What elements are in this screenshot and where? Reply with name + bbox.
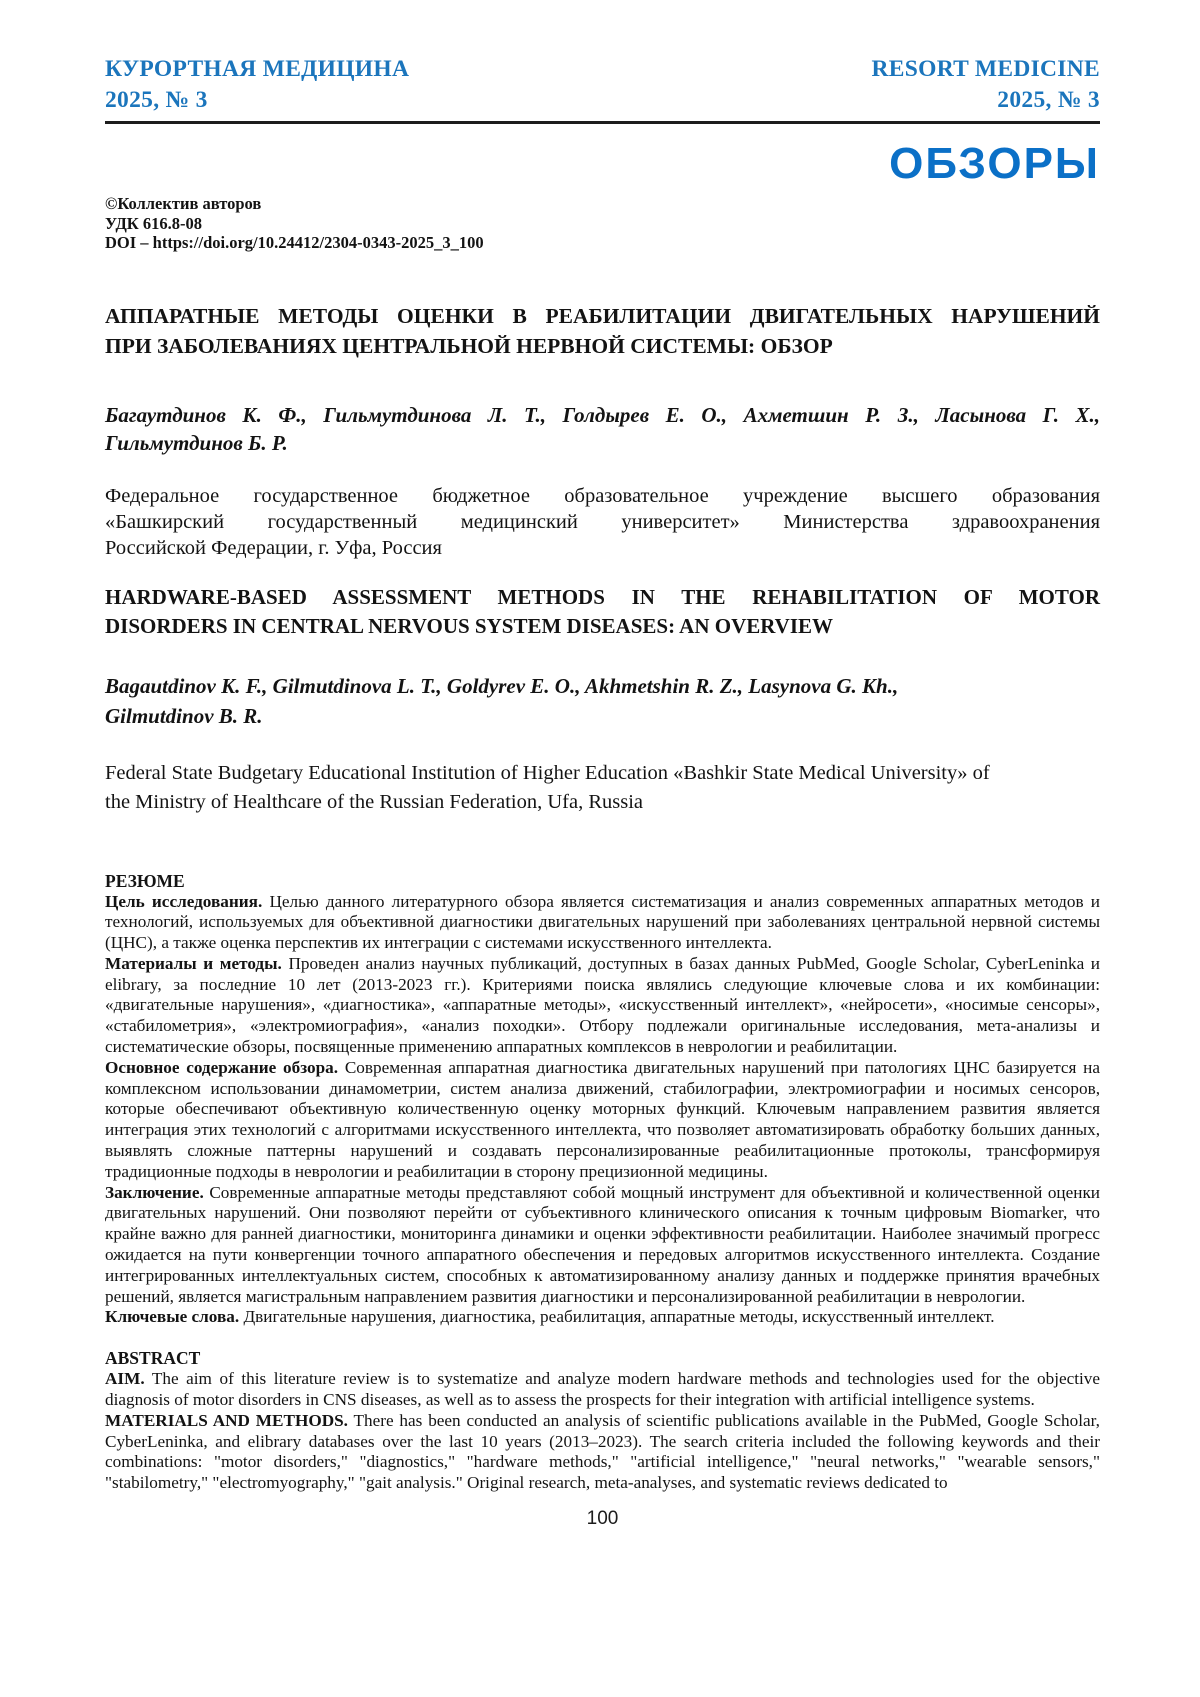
- journal-header: [105, 54, 1100, 116]
- abstract-heading: ABSTRACT: [105, 1348, 201, 1369]
- article-affiliation-ru: [105, 483, 1100, 561]
- abstract-text-methods: There has been conducted an analysis of scientific publications available in the PubMed, Google Scholar, CyberLeninka, and elibrary databases over the last 10 years (2013–2023). The search criteria included the following keywords and their combinations: "motor disorders," "diagnostics," "hardware methods," "artificial intelligence," "neural networks," "wearable sensors," "stabilometry," "electromyography," "gait analysis." Original research, meta-analyses, and systematic reviews dedicated to: [105, 1410, 1100, 1493]
- abstract-text-aim: The aim of this literature review is to systematize and analyze modern hardware methods and technologies used for the objective diagnosis of motor disorders in CNS diseases, as well as to assess the prospects for their integration with artificial intelligence systems.: [105, 1369, 1100, 1410]
- article-authors-ru: [105, 401, 1100, 457]
- resume-paragraph-keywords: [105, 1307, 1100, 1328]
- resume-text-conclusion: Современные аппаратные методы представляют собой мощный инструмент для объективной и количественной оценки двигательных нарушений. Они позволяют перейти от субъективного клинического описания к точным цифровым Biomarker, что крайне важно для ранней диагностики, мониторинга динамики и оценки эффективности реабилитации. Наиболее значимый прогресс ожидается на пути конвергенции точного аппаратного обеспечения и передовых алгоритмов искусственного интеллекта. Создание интегрированных интеллектуальных систем, способных к автоматизированному анализу данных и поддержке принятия врачебных решений, является магистральным направлением развития диагностики и персонализированной реабилитации в неврологии.: [105, 1182, 1100, 1306]
- article-authors-en: [105, 671, 1100, 731]
- article-affiliation-en: [105, 759, 1100, 817]
- resume-section: [105, 871, 1100, 1329]
- journal-header-left: [105, 54, 409, 116]
- section-label-reviews: ОБЗОРЫ: [889, 139, 1100, 188]
- resume-text-content: Современная аппаратная диагностика двигательных нарушений при патологиях ЦНС базируется на комплексном использовании динамометрии, систем анализа движений, стабилографии, электромиографии и носимых сенсоров, которые обеспечивают объективную количественную оценку моторных функций. Ключевым направлением развития является интеграция этих технологий с алгоритмами искусственного интеллекта, что позволяет автоматизировать обработку больших данных, выявлять сложные паттерны нарушений и создавать персонализированные реабилитационные протоколы, трансформируя традиционные подходы в неврологии и реабилитации в сторону прецизионной медицины.: [105, 1057, 1101, 1181]
- article-affiliation-en-line: Federal State Budgetary Educational Institution of Higher Education «Bashkir State Medical University» of: [105, 761, 990, 784]
- header-rule: [105, 121, 1100, 124]
- doi-link[interactable]: DOI – https://doi.org/10.24412/2304-0343-2025_3_100: [105, 233, 484, 252]
- resume-lead-keywords: Ключевые слова.: [105, 1307, 240, 1327]
- article-title-ru-line: ПРИ ЗАБОЛЕВАНИЯХ ЦЕНТРАЛЬНОЙ НЕРВНОЙ СИСТЕМЫ: ОБЗОР: [105, 333, 833, 358]
- udc-line: УДК 616.8-08: [105, 213, 203, 233]
- article-authors-en-line: Bagautdinov K. F., Gilmutdinova L. T., Goldyrev E. O., Akhmetshin R. Z., Lasynova G. Kh.,: [105, 673, 899, 698]
- journal-name-ru: КУРОРТНАЯ МЕДИЦИНА: [105, 56, 410, 82]
- resume-paragraph-content: [105, 1058, 1100, 1183]
- resume-text-keywords: Двигательные нарушения, диагностика, реабилитация, аппаратные методы, искусственный интеллект.: [243, 1307, 995, 1327]
- article-affiliation-ru-line: Российской Федерации, г. Уфа, Россия: [105, 536, 442, 559]
- resume-heading: РЕЗЮМЕ: [105, 870, 185, 891]
- resume-lead-conclusion: Заключение.: [105, 1182, 204, 1202]
- article-title-en-line: DISORDERS IN CENTRAL NERVOUS SYSTEM DISEASES: AN OVERVIEW: [105, 613, 834, 638]
- resume-lead-content: Основное содержание обзора.: [105, 1057, 339, 1077]
- journal-issue-ru: 2025, № 3: [105, 87, 208, 113]
- journal-issue-en: 2025, № 3: [997, 87, 1100, 113]
- abstract-lead-aim: AIM.: [105, 1369, 145, 1389]
- article-title-ru-line: АППАРАТНЫЕ МЕТОДЫ ОЦЕНКИ В РЕАБИЛИТАЦИИ ДВИГАТЕЛЬНЫХ НАРУШЕНИЙ: [105, 303, 1100, 328]
- resume-text-aim: Целью данного литературного обзора является систематизация и анализ современных аппаратных методов и технологий, используемых для объективной диагностики двигательных нарушений при заболеваниях центральной нервной системы (ЦНС), а также оценка перспектив их интеграции с системами искусственного интеллекта.: [105, 891, 1101, 953]
- article-title-en: [105, 583, 1100, 641]
- article-authors-ru-line: Гильмутдинов Б. Р.: [105, 430, 288, 455]
- resume-lead-aim: Цель исследования.: [105, 891, 263, 911]
- resume-text-methods: Проведен анализ научных публикаций, доступных в базах данных PubMed, Google Scholar, CyberLeninka и elibrary, за последние 10 лет (2013-2023 гг.). Критериями поиска являлись следующие ключевые слова и их комбинации: «двигательные нарушения», «диагностика», «аппаратные методы», «искусственный интеллект», «нейросети», «носимые сенсоры», «стабилометрия», «электромиография», «анализ походки». Отбору подлежали оригинальные исследования, мета-анализы и систематические обзоры, посвященные применению аппаратных комплексов в неврологии и реабилитации.: [105, 953, 1100, 1057]
- resume-lead-methods: Материалы и методы.: [105, 953, 282, 973]
- page-number: 100: [586, 1508, 619, 1530]
- resume-paragraph-conclusion: [105, 1183, 1100, 1308]
- article-meta: [105, 194, 1100, 253]
- journal-name-en: RESORT MEDICINE: [871, 56, 1100, 82]
- article-title-en-line: HARDWARE-BASED ASSESSMENT METHODS IN THE REHABILITATION OF MOTOR: [105, 584, 1100, 609]
- resume-paragraph-aim: [105, 892, 1100, 954]
- abstract-section: [105, 1348, 1100, 1494]
- abstract-paragraph-methods: [105, 1411, 1100, 1494]
- article-authors-en-line: Gilmutdinov B. R.: [105, 703, 263, 728]
- article-affiliation-en-line: the Ministry of Healthcare of the Russian Federation, Ufa, Russia: [105, 790, 643, 813]
- abstract-paragraph-aim: [105, 1369, 1100, 1411]
- resume-paragraph-methods: [105, 954, 1100, 1058]
- journal-header-right: [872, 54, 1101, 116]
- article-affiliation-ru-line: Федеральное государственное бюджетное образовательное учреждение высшего образования: [105, 484, 1100, 507]
- abstract-lead-methods: MATERIALS AND METHODS.: [105, 1410, 348, 1430]
- article-title-ru: [105, 301, 1100, 361]
- article-affiliation-ru-line: «Башкирский государственный медицинский университет» Министерства здравоохранения: [105, 510, 1100, 533]
- article-authors-ru-line: Багаутдинов К. Ф., Гильмутдинова Л. Т., Голдырев Е. О., Ахметшин Р. З., Ласынова Г. Х.,: [105, 402, 1100, 427]
- copyright-line: ©Коллектив авторов: [105, 194, 262, 213]
